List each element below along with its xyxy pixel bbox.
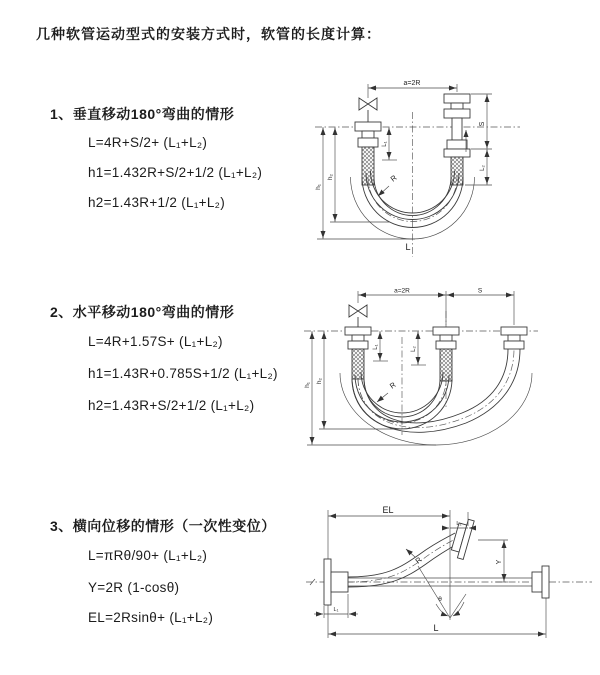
dim-l1 xyxy=(382,127,397,160)
radius-label xyxy=(406,549,424,566)
dim-el xyxy=(328,505,450,559)
dim-label-l2: L₂ xyxy=(480,165,486,171)
dim-label-l1: L₁ xyxy=(373,344,379,350)
section-1-formula-h2: h2=1.43R+1/2 (L₁+L₂) xyxy=(88,195,226,210)
page-title: 几种软管运动型式的安装方式时，软管的长度计算： xyxy=(36,26,381,42)
left-flange xyxy=(324,559,348,605)
dim-label-l: L xyxy=(433,623,439,633)
dim-l2 xyxy=(411,331,426,365)
dim-label-s: S xyxy=(477,287,483,295)
right-flange-original xyxy=(532,566,549,598)
dim-label-h1: h₁ xyxy=(315,184,322,190)
diagram-vertical-180-bend xyxy=(305,72,600,262)
section-1-formula-h1: h1=1.432R+S/2+1/2 (L₁+L₂) xyxy=(88,165,263,180)
dim-label-h2: h₂ xyxy=(316,377,323,385)
dim-label-r: R xyxy=(388,173,399,184)
valve-icon xyxy=(359,98,377,122)
dim-label-l1: L₁ xyxy=(333,607,339,613)
dim-label-h2: h₂ xyxy=(327,173,334,181)
section-3-formula-L: L=πRθ/90+ (L₁+L₂) xyxy=(88,548,208,563)
radius-label xyxy=(377,380,398,402)
section-3-heading: 3、横向位移的情形（一次性变位） xyxy=(50,518,276,534)
hose-displaced-position xyxy=(348,533,459,587)
dim-label-l2: L₂ xyxy=(456,521,462,527)
section-1-heading: 1、垂直移动180°弯曲的情形 xyxy=(50,106,235,122)
valve-icon xyxy=(349,305,367,327)
left-pipe-fitting xyxy=(345,327,371,379)
dim-label-h1: h₁ xyxy=(304,382,311,388)
dim-label-y: Y xyxy=(496,559,503,565)
dim-label-l2: L₂ xyxy=(411,346,417,352)
dim-label-theta: θ xyxy=(438,596,442,603)
braided-hose-left xyxy=(352,349,364,379)
section-2-formula-h1: h1=1.43R+0.785S+1/2 (L₁+L₂) xyxy=(88,366,278,381)
diagram-lateral-displacement xyxy=(300,502,600,647)
dim-a2r-s xyxy=(358,288,514,326)
right-pipe-fitting xyxy=(501,327,527,349)
dim-l xyxy=(328,598,546,638)
section-3-formula-EL: EL=2Rsinθ+ (L₁+L₂) xyxy=(88,610,214,625)
braided-hose-middle xyxy=(440,349,452,381)
dim-y xyxy=(478,540,508,582)
diagram-horizontal-180-bend xyxy=(296,285,596,450)
upper-flange-displaced xyxy=(450,517,474,559)
dim-label-el: EL xyxy=(382,505,394,515)
section-2-formula-L: L=4R+1.57S+ (L₁+L₂) xyxy=(88,334,223,349)
dim-s xyxy=(471,94,492,149)
section-1-formula-L: L=4R+S/2+ (L₁+L₂) xyxy=(88,135,208,150)
dim-label-r: R xyxy=(387,380,398,391)
dim-label-l: L xyxy=(405,242,411,252)
dim-label-a2r: a=2R xyxy=(394,287,410,295)
middle-pipe-fitting xyxy=(433,327,459,381)
dim-label-l1: L₁ xyxy=(382,141,388,147)
section-2-formula-h2: h2=1.43R+S/2+1/2 (L₁+L₂) xyxy=(88,398,255,413)
section-2-heading: 2、水平移动180°弯曲的情形 xyxy=(50,304,235,320)
radius-label xyxy=(378,173,399,196)
dim-label-s: S xyxy=(479,121,486,127)
dim-label-a2r: a=2R xyxy=(403,80,421,87)
right-pipe-fitting xyxy=(444,94,470,185)
dim-l1 xyxy=(314,594,358,618)
dim-label-r: R xyxy=(413,555,424,566)
left-pipe-fitting xyxy=(355,122,381,185)
section-3-formula-Y: Y=2R (1-cosθ) xyxy=(88,580,180,595)
dim-l1 xyxy=(373,331,388,361)
